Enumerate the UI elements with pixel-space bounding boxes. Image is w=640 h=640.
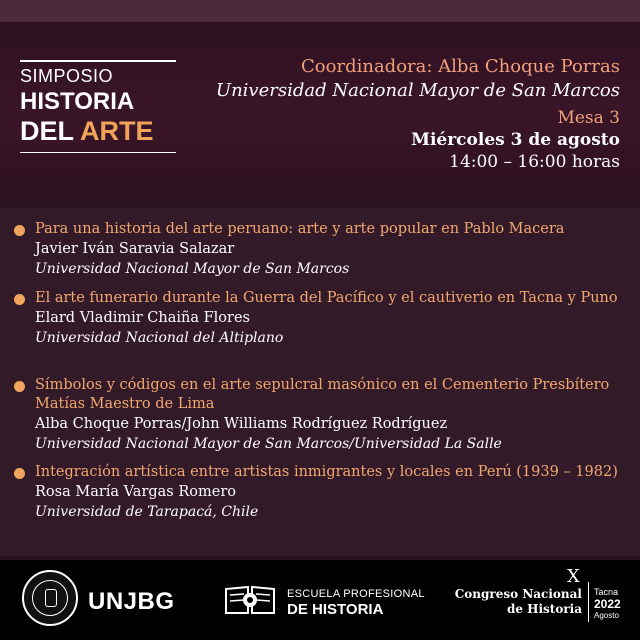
talk-institution: Universidad Nacional Mayor de San Marcos/Universidad La Salle [35,436,502,452]
unjbg-logo-text: UNJBG [88,588,175,615]
university-seal-icon [22,570,78,626]
talk-title: El arte funerario durante la Guerra del Pacífico y el cautiverio en Tacna y Puno [35,290,618,306]
seal-inner [32,580,68,616]
congress-divider [588,582,589,622]
talk-institution: Universidad Nacional Mayor de San Marcos [35,261,350,277]
congress-line2: de Historia [506,602,582,616]
brand-rule-bottom [20,152,176,154]
talk-institution: Universidad Nacional del Altiplano [35,330,284,346]
talk-author: Elard Vladimir Chaiña Flores [35,310,250,326]
talk-item [14,463,624,522]
open-book-icon [222,583,278,617]
escuela-small: ESCUELA PROFESIONAL [287,588,425,600]
brand-del: DEL [20,115,74,146]
talk-author: Alba Choque Porras/John Williams Rodríguez Rodríguez [35,416,448,432]
talk-item [14,220,624,279]
congress-number: X [567,566,580,587]
talk-author: Javier Iván Saravia Salazar [35,241,235,257]
bullet-icon [14,225,25,236]
escuela-big: DE HISTORIA [287,601,384,618]
brand-historia: HISTORIA [20,87,135,115]
bullet-icon [14,294,25,305]
talk-item [14,289,624,348]
coordinator: Coordinadora: Alba Choque Porras [301,56,620,77]
talk-item [14,376,624,454]
bullet-icon [14,381,25,392]
congress-city: Tacna [594,587,619,597]
brand-del-arte [20,116,195,146]
session-date: Miércoles 3 de agosto [411,130,620,150]
brand-rule-top [20,60,176,62]
coordinator-university: Universidad Nacional Mayor de San Marcos [215,80,620,101]
header-top-strip [0,0,640,22]
bullet-icon [14,468,25,479]
congress-line1: Congreso Nacional [454,587,582,601]
talk-title: Integración artística entre artistas inmigrantes y locales en Perú (1939 – 1982) [35,464,618,480]
congress-place-date [594,587,621,621]
brand-simposio: SIMPOSIO [20,65,114,86]
talk-title: Para una historia del arte peruano: arte y arte popular en Pablo Macera [35,221,565,237]
mesa-label: Mesa 3 [557,108,620,128]
session-time: 14:00 – 16:00 horas [449,152,620,172]
congress-year: 2022 [594,597,621,611]
escuela-logo-text [287,588,425,618]
congress-logo-text [452,587,582,617]
congress-month: Agosto [594,611,619,620]
talk-title: Símbolos y códigos en el arte sepulcral masónico en el Cementerio Presbítero Matías Maestro de Lima [35,377,610,412]
talk-author: Rosa María Vargas Romero [35,484,236,500]
session-info [216,55,620,173]
talk-institution: Universidad de Tarapacá, Chile [35,504,259,520]
symposium-brand [20,60,195,153]
brand-arte: ARTE [80,115,154,146]
